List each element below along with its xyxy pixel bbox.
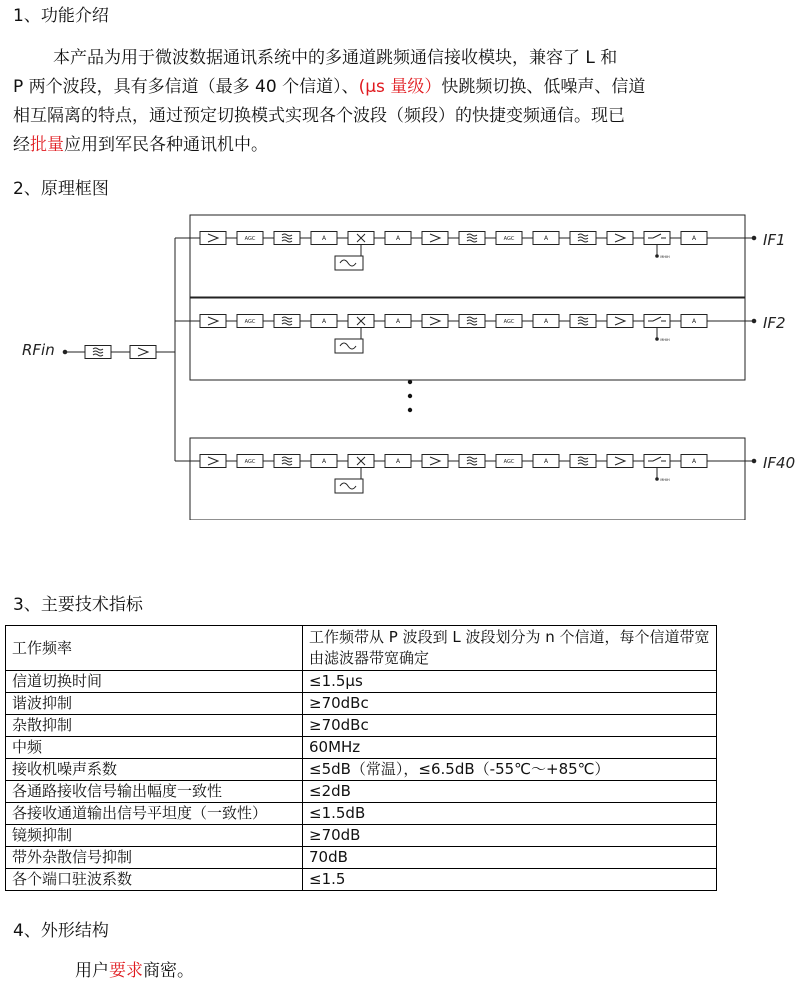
attenuator-label: A (543, 318, 549, 325)
table-row (6, 626, 717, 671)
stage-block (607, 455, 633, 468)
oscillator-block (335, 339, 363, 353)
spec-name-cell: 各接收通道输出信号平坦度（一致性） (6, 803, 303, 825)
stage-block (422, 315, 448, 328)
oscillator-block (335, 479, 363, 493)
stage-block (422, 455, 448, 468)
spec-value-cell: ≤5dB（常温），≤6.5dB（-55℃～+85℃） (303, 759, 717, 781)
table-row (6, 847, 717, 869)
spec-name-cell: 工作频率 (6, 626, 303, 671)
ellipsis-dot (408, 408, 412, 412)
para-text: 应用到军民各种通讯机中。 (64, 135, 268, 155)
ellipsis-dot (408, 394, 412, 398)
control-node (656, 478, 659, 481)
attenuator-label: A (395, 235, 401, 242)
stage-block (422, 232, 448, 245)
spec-value-cell: ≤2dB (303, 781, 717, 803)
control-label: MHIH (660, 338, 670, 342)
para-highlight: 要求 (109, 961, 143, 981)
table-row (6, 825, 717, 847)
attenuator-label: A (395, 318, 401, 325)
attenuator-label: A (543, 235, 549, 242)
agc-label: AGC (503, 319, 515, 325)
table-row (6, 803, 717, 825)
para-highlight: (μs 量级） (358, 77, 442, 97)
stage-block (200, 455, 226, 468)
stage-block (607, 315, 633, 328)
attenuator-label: A (395, 458, 401, 465)
spec-name-cell: 中频 (6, 737, 303, 759)
stage-block (200, 232, 226, 245)
table-row (6, 737, 717, 759)
spec-name-cell: 带外杂散信号抑制 (6, 847, 303, 869)
para-highlight: 批量 (30, 135, 64, 155)
output-node (752, 319, 756, 323)
spec-value-cell: ≥70dB (303, 825, 717, 847)
attenuator-label: A (321, 235, 327, 242)
if1-label: IF1 (763, 231, 786, 249)
spec-name-cell: 镜频抑制 (6, 825, 303, 847)
stage-block (607, 232, 633, 245)
spec-value-cell: ≥70dBc (303, 693, 717, 715)
spec-name-cell: 各个端口驻波系数 (6, 869, 303, 891)
para-text: 经 (13, 135, 30, 155)
spec-table (5, 625, 717, 891)
attenuator-label: A (691, 458, 697, 465)
section-2-title: 2、原理框图 (13, 179, 109, 199)
spec-name-cell: 谐波抑制 (6, 693, 303, 715)
para-text: 快跳频切换、低噪声、信道 (441, 77, 646, 97)
agc-label: AGC (244, 319, 256, 325)
spec-value-cell: 60MHz (303, 737, 717, 759)
table-row (6, 781, 717, 803)
spec-value-cell: 70dB (303, 847, 717, 869)
if2-label: IF2 (763, 314, 786, 332)
stage-block (644, 455, 670, 468)
control-node (656, 255, 659, 258)
oscillator-block (335, 256, 363, 270)
section-1-title: 1、功能介绍 (13, 6, 109, 26)
stage-block (644, 315, 670, 328)
spec-name-cell: 杂散抑制 (6, 715, 303, 737)
section-4-paragraph (75, 959, 194, 983)
attenuator-label: A (691, 318, 697, 325)
spec-name-cell: 接收机噪声系数 (6, 759, 303, 781)
attenuator-label: A (321, 458, 327, 465)
spec-value-cell: ≤1.5μs (303, 671, 717, 693)
para-text: 商密。 (143, 961, 194, 981)
agc-label: AGC (244, 236, 256, 242)
table-row (6, 869, 717, 891)
para-text: 相互隔离的特点，通过预定切换模式实现各个波段（频段）的快捷变频通信。现已 (13, 106, 625, 126)
ellipsis-dot (408, 380, 412, 384)
attenuator-label: A (321, 318, 327, 325)
output-node (752, 236, 756, 240)
spec-name-cell: 各通路接收信号输出幅度一致性 (6, 781, 303, 803)
agc-label: AGC (503, 236, 515, 242)
table-row (6, 671, 717, 693)
stage-block (644, 232, 670, 245)
agc-label: AGC (244, 459, 256, 465)
para-text: 用户 (75, 961, 109, 981)
stage-block (130, 346, 156, 359)
spec-name-cell: 信道切换时间 (6, 671, 303, 693)
control-label: MHIH (660, 255, 670, 259)
spec-value-cell: ≤1.5 (303, 869, 717, 891)
table-row (6, 693, 717, 715)
para-text: P 两个波段，具有多信道（最多 40 个信道）、 (13, 77, 359, 97)
control-label: MHIH (660, 478, 670, 482)
block-diagram (0, 210, 805, 520)
agc-label: AGC (503, 459, 515, 465)
spec-value-cell: 工作频带从 P 波段到 L 波段划分为 n 个信道，每个信道带宽由滤波器带宽确定 (303, 626, 717, 671)
output-node (752, 459, 756, 463)
attenuator-label: A (543, 458, 549, 465)
para-text: 本产品为用于微波数据通讯系统中的多通道跳频通信接收模块，兼容了 L 和 (53, 48, 618, 68)
spec-value-cell: ≤1.5dB (303, 803, 717, 825)
section-3-title: 3、主要技术指标 (13, 595, 143, 615)
rfin-label: RFin (22, 341, 55, 359)
section-1-paragraph (13, 44, 713, 160)
spec-value-cell: ≥70dBc (303, 715, 717, 737)
table-row (6, 715, 717, 737)
table-row (6, 759, 717, 781)
if40-label: IF40 (763, 454, 796, 472)
control-node (656, 338, 659, 341)
attenuator-label: A (691, 235, 697, 242)
stage-block (200, 315, 226, 328)
section-4-title: 4、外形结构 (13, 921, 109, 941)
